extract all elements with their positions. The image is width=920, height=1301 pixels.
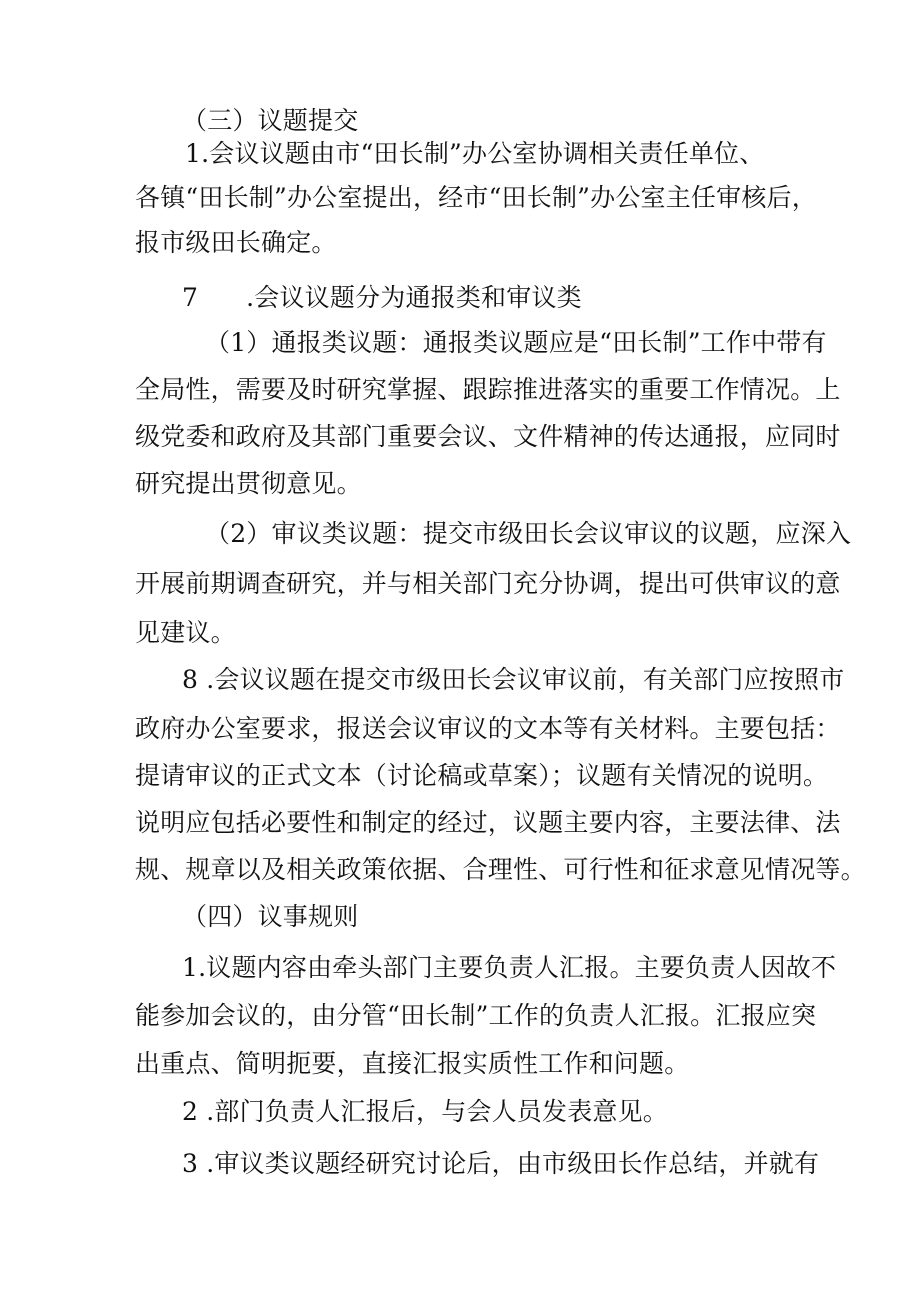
paragraph-line: 能参加会议的，由分管“田长制”工作的负责人汇报。汇报应突 (135, 1001, 817, 1030)
paragraph-line: 全局性，需要及时研究掌握、跟踪推进落实的重要工作情况。上 (135, 375, 841, 404)
section-heading-4: （四）议事规则 (182, 902, 359, 931)
paragraph-line: 3 .审议类议题经研究讨论后，由市级田长作总结，并就有 (182, 1149, 820, 1178)
paragraph-line: 提请审议的正式文本（讨论稿或草案）；议题有关情况的说明。 (135, 761, 829, 790)
section-heading-3: （三）议题提交 (182, 106, 359, 135)
paragraph-line: 政府办公室要求，报送会议审议的文本等有关材料。主要包括： (135, 714, 841, 743)
paragraph-line: 1.会议议题由市“田长制”办公室协调相关责任单位、 (185, 139, 765, 168)
paragraph-line: 说明应包括必要性和制定的经过，议题主要内容，主要法律、法 (135, 808, 841, 837)
paragraph-line: 8 .会议议题在提交市级田长会议审议前，有关部门应按照市 (182, 665, 845, 694)
paragraph-line: 各镇“田长制”办公室提出，经市“田长制”办公室主任审核后， (135, 183, 817, 212)
item-number-text: 7 (182, 283, 199, 312)
paragraph-line: 级党委和政府及其部门重要会议、文件精神的传达通报，应同时 (135, 422, 841, 451)
paragraph-line: 研究提出贯彻意见。 (135, 469, 362, 498)
paragraph-line: （2）审议类议题：提交市级田长会议审议的议题，应深入 (205, 519, 852, 548)
paragraph-line: （1）通报类议题：通报类议题应是“田长制”工作中带有 (205, 328, 827, 357)
paragraph-line: 出重点、简明扼要，直接汇报实质性工作和问题。 (135, 1049, 690, 1078)
paragraph-line: 见建议。 (135, 618, 236, 647)
item-heading-text: .会议议题分为通报类和审议类 (246, 283, 582, 312)
item-number (182, 285, 582, 310)
paragraph-line: 报市级田长确定。 (135, 228, 337, 257)
paragraph-line: 1.议题内容由牵头部门主要负责人汇报。主要负责人因故不 (182, 953, 837, 982)
paragraph-line: 规、规章以及相关政策依据、合理性、可行性和征求意见情况等。 (135, 855, 866, 884)
paragraph-line: 开展前期调查研究，并与相关部门充分协调，提出可供审议的意 (135, 569, 841, 598)
paragraph-line: 2 .部门负责人汇报后，与会人员发表意见。 (182, 1097, 669, 1126)
